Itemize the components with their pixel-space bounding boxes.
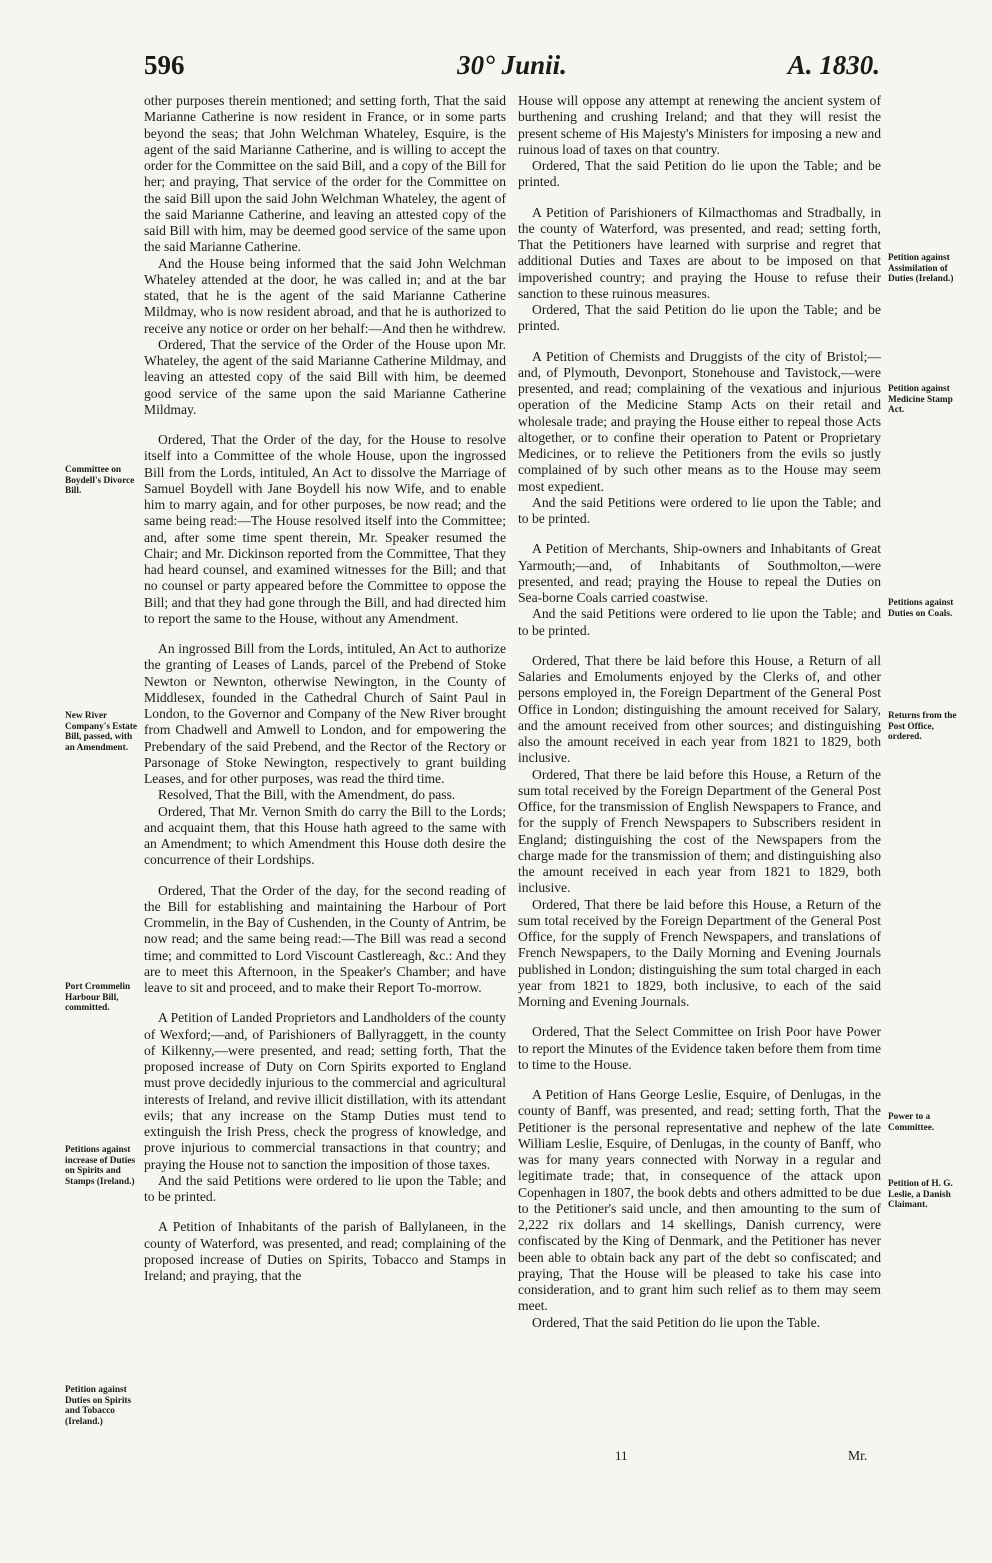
paragraph: Ordered, That the said Petition do lie upon the Table; and be printed. xyxy=(518,302,881,334)
paragraph: A Petition of Hans George Leslie, Esquire, of Denlugas, in the county of Banff, was presented, and read; setting forth, That the Petitioner is the personal representative and nephew of the late William Leslie, Esquire, of Denlugas, in the county of Banff, who was for many years connected with Norway in a regular and legitimate trade; that, in consequence of the attack upon Copenhagen in 1807, the book debts and others admitted to be due to the Petitioner's said uncle, and then amounting to the sum of 2,222 rix dollars and 14 skellings, Danish currency, were confiscated by the King of Denmark, and the Petitioner has never been able to obtain back any part of the debt so confiscated; and praying, That the House will be pleased to take his case into consideration, and to grant him such relief as to them may seem meet. xyxy=(518,1087,881,1314)
catchword: Mr. xyxy=(848,1448,868,1463)
page-date: 30° Junii. xyxy=(457,50,567,80)
signature-mark: 11 xyxy=(615,1448,628,1463)
paragraph: Ordered, That there be laid before this House, a Return of all Salaries and Emoluments enjoyed by the Clerks of, and other persons employed in, the Foreign Department of the General Post Office in London; distinguishing the amount received for Salary, and the amount received from other sources; and distinguishing also the amount received in each year from 1821 to 1829, both inclusive. xyxy=(518,652,881,766)
paragraph: A Petition of Inhabitants of the parish of Ballylaneen, in the county of Waterford, was presented, and read; complaining of the proposed increase of Duties on Spirits, Tobacco and Stamps in Ireland; and praying, that the xyxy=(144,1219,506,1283)
paragraph: Ordered, That there be laid before this House, a Return of the sum total received by the Foreign Department of the General Post Office, for the transmission of English Newspapers to France, and for the supply of French Newspapers to Subscribers resident in England; distinguishing the cost of the Newspapers from the charge made for the transmission of them; and distinguishing also the amount received in each year from 1821 to 1829, both inclusive. xyxy=(518,766,881,896)
paragraph: A Petition of Landed Proprietors and Landholders of the county of Wexford;—and, of Parishioners of Ballyraggett, in the county of Kilkenny,—were presented, and read; setting forth, That the proposed increase of Duty on Corn Spirits exported to England must prove decidedly injurious to the commercial and agricultural interests of Ireland, and revive illicit distillation, with its attendant evils; that any increase on the Stamp Duties must tend to extinguish the Irish Press, check the progress of knowledge, and prove injurious to commercial transactions in that country; and praying the House not to sanction the imposition of those taxes. xyxy=(144,1010,506,1172)
paragraph: And the House being informed that the said John Welchman Whateley attended at the door, he was called in; and at the bar stated, that he is the agent of the said Marianne Catherine Mildmay, who is now resident abroad, and that he is authorized to receive any notice or order on her behalf:—And then he withdrew. xyxy=(144,255,506,336)
margin-note: Petition against Assimilation of Duties (Ireland.) xyxy=(888,253,954,284)
paragraph: Ordered, That there be laid before this House, a Return of the sum total received by the Foreign Department of the General Post Office, for the supply of French Newspapers, and translations of French Newspapers, to the Daily Morning and Evening Journals published in London; distinguishing the sum total charged in each year from 1821 to 1829, both inclusive, to each of the said Morning and Evening Journals. xyxy=(518,896,881,1009)
paragraph: An ingrossed Bill from the Lords, intituled, An Act to authorize the granting of Leases of Lands, parcel of the Prebend of Stoke Newton or Newnton, otherwise Newington, in the County of Middlesex, founded in the Cathedral Church of Saint Paul in London, to the Governor and Company of the New River brought from Chadwell and Amwell to London, and for empowering the Prebendary of the said Prebend, and the Rector of the Rectory or Parsonage of Stoke Newington, respectively to grant building Leases, and for other purposes, was read the third time. xyxy=(144,641,506,786)
paragraph: Ordered, That the said Petition do lie upon the Table; and be printed. xyxy=(518,158,881,190)
paragraph: other purposes therein mentioned; and setting forth, That the said Marianne Catherine is now resident in France, or in some parts beyond the seas; that John Welchman Whateley, Esquire, is the agent of the said Marianne Catherine, and is willing to accept the order for the Committee on the said Bill, and a copy of the Bill for her; and praying, That service of the order for the Committee on the said Bill upon the said John Welchman Whateley, the agent of the said Marianne Catherine, and leaving an attested copy of the said Bill with him, may be deemed good service of the same upon the said Marianne Catherine. xyxy=(144,93,506,255)
paragraph: Ordered, That Mr. Vernon Smith do carry the Bill to the Lords; and acquaint them, that this House hath agreed to the same with an Amendment; to which Amendment this House doth desire the concurrence of their Lordships. xyxy=(144,803,506,868)
margin-note: Petition against Duties on Spirits and Tobacco (Ireland.) xyxy=(65,1385,132,1427)
paragraph: And the said Petitions were ordered to lie upon the Table; and to be printed. xyxy=(144,1172,506,1204)
left-column xyxy=(144,93,506,1284)
margin-note: Power to a Committee. xyxy=(888,1112,935,1133)
paragraph: A Petition of Merchants, Ship-owners and Inhabitants of Great Yarmouth;—and, of Inhabitants of Southmolton,—were presented, and read; praying the House to repeal the Duties on Sea-borne Coals carried coastwise. xyxy=(518,541,881,605)
margin-note: Petitions against increase of Duties on Spirits and Stamps (Ireland.) xyxy=(65,1145,136,1187)
paragraph: Ordered, That the Order of the day, for the House to resolve itself into a Committee of the whole House, upon the ingrossed Bill from the Lords, intituled, An Act to dissolve the Marriage of Samuel Boydell with Jane Boydell his now Wife, and to enable him to marry again, and for other purposes, be now read; and the same being read:—The House resolved itself into the Committee; and, after some time spent therein, Mr. Speaker resumed the Chair; and Mr. Dickinson reported from the Committee, That they had heard counsel, and examined witnesses for the Bill; and that no counsel or party appeared before the Committee to oppose the Bill; and that they had gone through the Bill, and had directed him to report the same to the House, without any Amendment. xyxy=(144,432,506,626)
page-number: 596 xyxy=(144,50,185,80)
paragraph: A Petition of Chemists and Druggists of the city of Bristol;—and, of Plymouth, Devonport, Stonehouse and Tavistock,—were presented, and read; complaining of the vexatious and injurious operation of the Medicine Stamp Acts on their retail and wholesale trade; and praying the House either to repeal those Acts altogether, or to confine their operation to Patent or Proprietary Medicines, or to relieve the Petitioners from the evils so justly complained of by such other means as to the House may seem most expedient. xyxy=(518,348,881,494)
right-column xyxy=(518,93,881,1331)
page-header xyxy=(144,50,880,90)
margin-note: Petition against Medicine Stamp Act. xyxy=(888,384,953,415)
margin-note: Port Crommelin Harbour Bill, committed. xyxy=(65,982,131,1013)
paragraph: A Petition of Parishioners of Kilmacthomas and Stradbally, in the county of Waterford, was presented, and read; setting forth, That the Petitioners have learned with surprise and regret that additional Duties and Taxes are about to be imposed on that impoverished country; and praying the House to refuse their sanction to these ruinous measures. xyxy=(518,204,881,301)
paragraph: And the said Petitions were ordered to lie upon the Table; and to be printed. xyxy=(518,494,881,526)
paragraph: House will oppose any attempt at renewing the ancient system of burthening and crushing Ireland; and that they will resist the present scheme of His Majesty's Ministers for imposing a new and ruinous load of taxes on that country. xyxy=(518,93,881,157)
paragraph: Ordered, That the said Petition do lie upon the Table. xyxy=(532,1314,821,1330)
margin-note: Petition of H. G. Leslie, a Danish Claimant. xyxy=(888,1179,953,1210)
paragraph: Ordered, That the Select Committee on Irish Poor have Power to report the Minutes of the Evidence taken before them from time to time to the House. xyxy=(518,1024,881,1072)
paragraph: Ordered, That the Order of the day, for the second reading of the Bill for establishing and maintaining the Harbour of Port Crommelin, in the Bay of Cushenden, in the County of Antrim, be now read; and the same being read:—The Bill was read a second time; and committed to Lord Viscount Castlereagh, &c.: And they are to meet this Afternoon, in the Speaker's Chamber; and have leave to sit and proceed, and to make their Report To-morrow. xyxy=(144,882,506,995)
page-year: A. 1830. xyxy=(787,50,880,80)
paragraph: Ordered, That the service of the Order of the House upon Mr. Whateley, the agent of the said Marianne Catherine Mildmay, and leaving an attested copy of the said Bill with him, be deemed good service of the same upon the said Marianne Catherine Mildmay. xyxy=(144,336,506,417)
margin-note: Returns from the Post Office, ordered. xyxy=(888,711,957,742)
paragraph: Resolved, That the Bill, with the Amendment, do pass. xyxy=(158,787,456,803)
margin-note: New River Company's Estate Bill, passed, with an Amendment. xyxy=(65,711,138,753)
paragraph: And the said Petitions were ordered to lie upon the Table; and to be printed. xyxy=(518,606,881,638)
margin-note: Petitions against Duties on Coals. xyxy=(888,598,954,619)
margin-note: Committee on Boydell's Divorce Bill. xyxy=(65,465,135,496)
